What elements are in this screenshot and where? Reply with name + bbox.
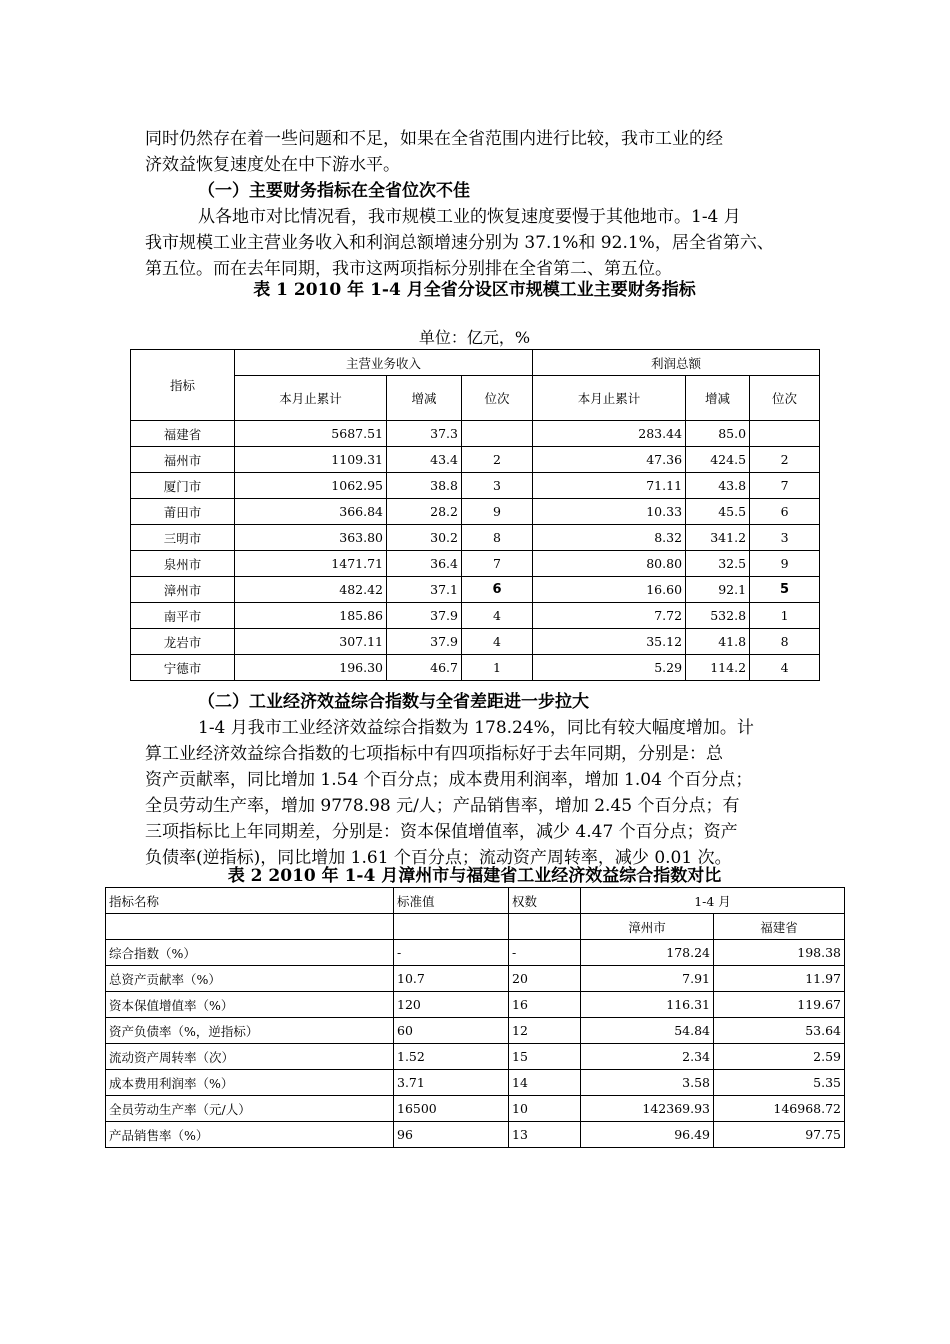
section2-line-5: 三项指标比上年同期差，分别是：资本保值增值率，减少 4.47 个百分点；资产 [145,822,738,842]
table2-header-standard: 标准值 [394,888,509,914]
section2-heading: （二）工业经济效益综合指数与全省差距进一步拉大 [198,692,589,712]
table-row [106,1122,845,1148]
profit-cumulative: 71.11 [533,473,686,499]
weight-value: 15 [509,1044,581,1070]
indicator-name: 资产负债率（%，逆指标） [106,1018,394,1044]
zhangzhou-value: 178.24 [581,940,714,966]
profit-change: 41.8 [686,629,750,655]
profit-rank: 9 [750,551,820,577]
row-name: 龙岩市 [131,629,235,655]
table1-header-rev-change: 增减 [387,376,462,421]
fujian-value: 97.75 [714,1122,845,1148]
profit-rank [750,421,820,447]
profit-rank: 4 [750,655,820,681]
table2-header-blank [509,914,581,940]
table-row [106,1070,845,1096]
rev-change: 28.2 [387,499,462,525]
indicator-name: 产品销售率（%） [106,1122,394,1148]
profit-rank: 7 [750,473,820,499]
table-row [131,551,820,577]
rev-rank: 4 [462,603,533,629]
table-row [131,447,820,473]
profit-change: 114.2 [686,655,750,681]
rev-change: 37.9 [387,603,462,629]
table1 [130,349,820,681]
profit-cumulative: 10.33 [533,499,686,525]
row-name: 漳州市 [131,577,235,603]
rev-change: 37.3 [387,421,462,447]
profit-cumulative: 80.80 [533,551,686,577]
weight-value: 12 [509,1018,581,1044]
section1-line-3: 第五位。而在去年同期，我市这两项指标分别排在全省第二、第五位。 [145,259,672,279]
standard-value: 16500 [394,1096,509,1122]
rev-cumulative: 5687.51 [235,421,387,447]
table1-header-profit-change: 增减 [686,376,750,421]
profit-cumulative: 7.72 [533,603,686,629]
weight-value: 20 [509,966,581,992]
rev-rank: 6 [462,577,533,603]
profit-cumulative: 47.36 [533,447,686,473]
indicator-name: 总资产贡献率（%） [106,966,394,992]
profit-rank: 5 [750,577,820,603]
profit-change: 341.2 [686,525,750,551]
table-row [131,473,820,499]
rev-cumulative: 363.80 [235,525,387,551]
table-row [131,577,820,603]
profit-cumulative: 8.32 [533,525,686,551]
zhangzhou-value: 54.84 [581,1018,714,1044]
indicator-name: 资本保值增值率（%） [106,992,394,1018]
weight-value: 14 [509,1070,581,1096]
profit-change: 92.1 [686,577,750,603]
table1-unit: 单位：亿元，% [418,328,531,347]
table-row [131,629,820,655]
rev-rank: 2 [462,447,533,473]
rev-rank: 7 [462,551,533,577]
rev-change: 43.4 [387,447,462,473]
section2-line-1: 1-4 月我市工业经济效益综合指数为 178.24%，同比有较大幅度增加。计 [198,718,754,738]
profit-change: 43.8 [686,473,750,499]
profit-cumulative: 283.44 [533,421,686,447]
zhangzhou-value: 3.58 [581,1070,714,1096]
section1-line-1: 从各地市对比情况看，我市规模工业的恢复速度要慢于其他地市。1-4 月 [198,207,741,227]
fujian-value: 2.59 [714,1044,845,1070]
fujian-value: 53.64 [714,1018,845,1044]
rev-cumulative: 482.42 [235,577,387,603]
table2-header-fujian: 福建省 [714,914,845,940]
indicator-name: 流动资产周转率（次） [106,1044,394,1070]
section2-line-6: 负债率(逆指标)，同比增加 1.61 个百分点；流动资产周转率，减少 0.01 次。 [145,848,732,868]
indicator-name: 成本费用利润率（%） [106,1070,394,1096]
profit-rank: 6 [750,499,820,525]
rev-cumulative: 1471.71 [235,551,387,577]
table1-header-rev-rank: 位次 [462,376,533,421]
zhangzhou-value: 96.49 [581,1122,714,1148]
table1-caption: 表 1 2010 年 1-4 月全省分设区市规模工业主要财务指标 [253,280,696,300]
table-row [131,499,820,525]
zhangzhou-value: 116.31 [581,992,714,1018]
table2-header-blank [106,914,394,940]
table-row [131,655,820,681]
rev-rank: 8 [462,525,533,551]
table-row [106,940,845,966]
section1-heading: （一）主要财务指标在全省位次不佳 [198,181,470,201]
rev-rank [462,421,533,447]
profit-cumulative: 35.12 [533,629,686,655]
profit-cumulative: 16.60 [533,577,686,603]
table1-header-profit-rank: 位次 [750,376,820,421]
table-row [106,992,845,1018]
standard-value: 3.71 [394,1070,509,1096]
rev-change: 30.2 [387,525,462,551]
indicator-name: 综合指数（%） [106,940,394,966]
fujian-value: 146968.72 [714,1096,845,1122]
table-row [131,421,820,447]
standard-value: - [394,940,509,966]
table1-header-indicator: 指标 [131,350,235,421]
zhangzhou-value: 7.91 [581,966,714,992]
row-name: 三明市 [131,525,235,551]
rev-cumulative: 1062.95 [235,473,387,499]
table1-header-profit-cumulative: 本月止累计 [533,376,686,421]
profit-rank: 8 [750,629,820,655]
section2-line-2: 算工业经济效益综合指数的七项指标中有四项指标好于去年同期，分别是：总 [145,744,723,764]
standard-value: 10.7 [394,966,509,992]
indicator-name: 全员劳动生产率（元/人） [106,1096,394,1122]
zhangzhou-value: 2.34 [581,1044,714,1070]
rev-cumulative: 185.86 [235,603,387,629]
table-row [131,603,820,629]
profit-change: 45.5 [686,499,750,525]
table-row [106,1018,845,1044]
table-row [106,1044,845,1070]
weight-value: 16 [509,992,581,1018]
rev-cumulative: 307.11 [235,629,387,655]
weight-value: - [509,940,581,966]
profit-change: 32.5 [686,551,750,577]
zhangzhou-value: 142369.93 [581,1096,714,1122]
row-name: 南平市 [131,603,235,629]
table2 [105,887,845,1148]
rev-rank: 9 [462,499,533,525]
table1-header-rev-cumulative: 本月止累计 [235,376,387,421]
profit-rank: 1 [750,603,820,629]
section2-line-3: 资产贡献率，同比增加 1.54 个百分点；成本费用利润率，增加 1.04 个百分点； [145,770,753,790]
row-name: 莆田市 [131,499,235,525]
rev-change: 37.9 [387,629,462,655]
table2-header-blank [394,914,509,940]
section2-line-4: 全员劳动生产率，增加 9778.98 元/人；产品销售率，增加 2.45 个百分点；有 [145,796,740,816]
fujian-value: 5.35 [714,1070,845,1096]
fujian-value: 198.38 [714,940,845,966]
rev-rank: 1 [462,655,533,681]
profit-rank: 2 [750,447,820,473]
profit-rank: 3 [750,525,820,551]
rev-change: 37.1 [387,577,462,603]
rev-rank: 3 [462,473,533,499]
fujian-value: 11.97 [714,966,845,992]
profit-change: 424.5 [686,447,750,473]
rev-change: 38.8 [387,473,462,499]
weight-value: 10 [509,1096,581,1122]
table-row [106,966,845,992]
profit-change: 85.0 [686,421,750,447]
standard-value: 1.52 [394,1044,509,1070]
intro-line-2: 济效益恢复速度处在中下游水平。 [145,155,400,175]
standard-value: 120 [394,992,509,1018]
table2-header-period: 1-4 月 [581,888,845,914]
section1-line-2: 我市规模工业主营业务收入和利润总额增速分别为 37.1%和 92.1%，居全省第六、 [145,233,774,253]
fujian-value: 119.67 [714,992,845,1018]
profit-change: 532.8 [686,603,750,629]
table1-header-profit: 利润总额 [533,350,820,376]
standard-value: 60 [394,1018,509,1044]
rev-cumulative: 366.84 [235,499,387,525]
table2-caption: 表 2 2010 年 1-4 月漳州市与福建省工业经济效益综合指数对比 [227,866,722,886]
row-name: 福建省 [131,421,235,447]
table-row [106,1096,845,1122]
table2-header-weight: 权数 [509,888,581,914]
row-name: 泉州市 [131,551,235,577]
profit-cumulative: 5.29 [533,655,686,681]
rev-change: 36.4 [387,551,462,577]
row-name: 宁德市 [131,655,235,681]
row-name: 福州市 [131,447,235,473]
standard-value: 96 [394,1122,509,1148]
rev-cumulative: 196.30 [235,655,387,681]
weight-value: 13 [509,1122,581,1148]
intro-line-1: 同时仍然存在着一些问题和不足，如果在全省范围内进行比较，我市工业的经 [145,129,723,149]
rev-cumulative: 1109.31 [235,447,387,473]
table-row [131,525,820,551]
row-name: 厦门市 [131,473,235,499]
table2-header-name: 指标名称 [106,888,394,914]
rev-rank: 4 [462,629,533,655]
table2-header-zhangzhou: 漳州市 [581,914,714,940]
rev-change: 46.7 [387,655,462,681]
table1-header-revenue: 主营业务收入 [235,350,533,376]
